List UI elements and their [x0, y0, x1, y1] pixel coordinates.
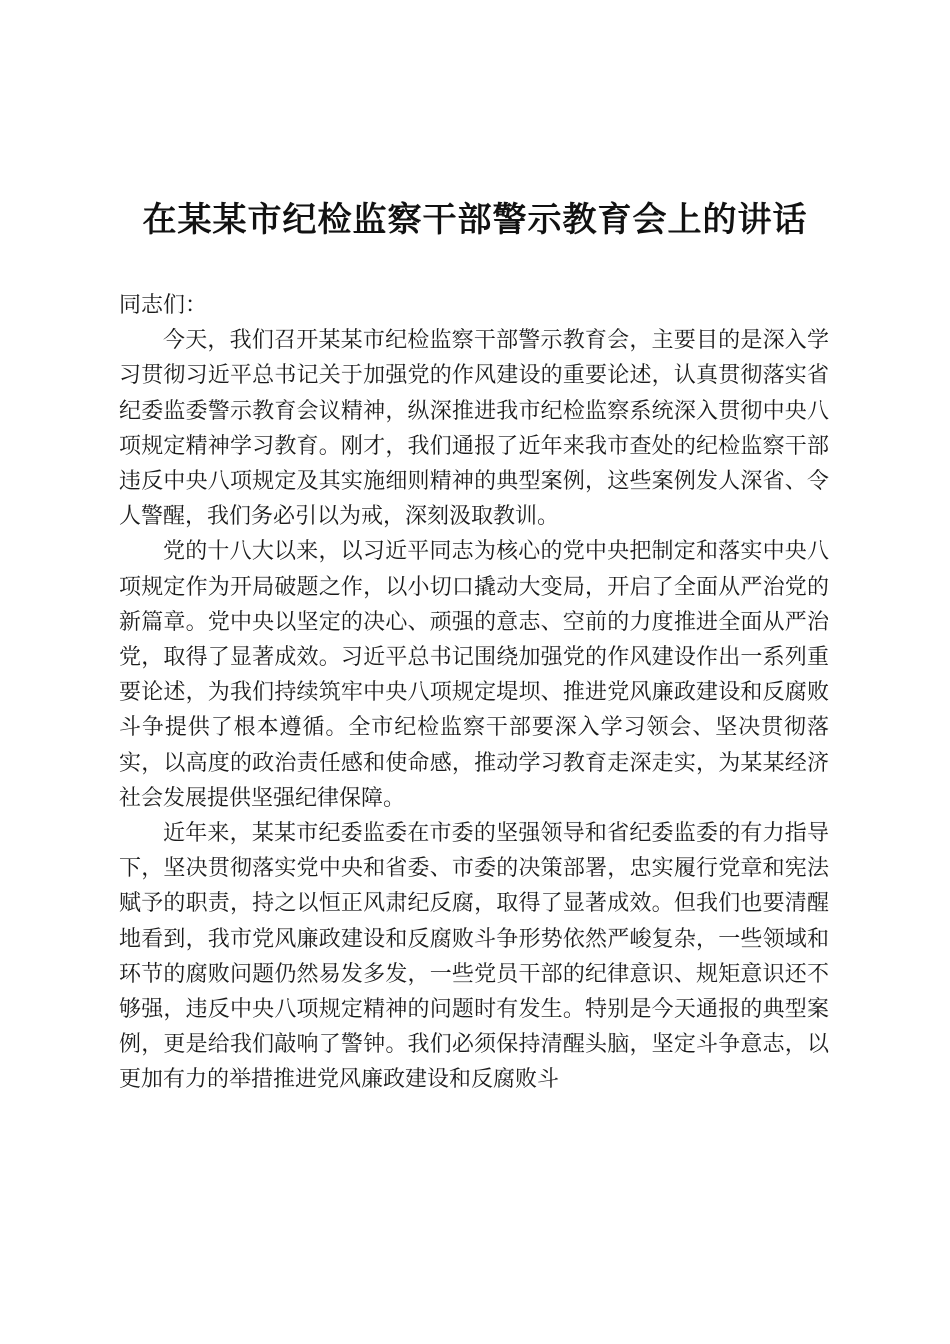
document-title: 在某某市纪检监察干部警示教育会上的讲话	[142, 200, 808, 240]
paragraph-3: 近年来，某某市纪委监委在市委的坚强领导和省纪委监委的有力指导下，坚决贯彻落实党中央和省委、市委的决策部署，忠实履行党章和宪法赋予的职责，持之以恒正风肃纪反腐，取得了显著成效。但我们也要清醒地看到，我市党风廉政建设和反腐败斗争形势依然严峻复杂，一些领域和环节的腐败问题仍然易发多发，一些党员干部的纪律意识、规矩意识还不够强，违反中央八项规定精神的问题时有发生。特别是今天通报的典型案例，更是给我们敲响了警钟。我们必须保持清醒头脑，坚定斗争意志，以更加有力的举措推进党风廉政建设和反腐败斗	[119, 821, 829, 1093]
salutation: 同志们：	[119, 293, 208, 318]
document-body	[119, 288, 829, 1098]
paragraph-1: 今天，我们召开某某市纪检监察干部警示教育会，主要目的是深入学习贯彻习近平总书记关于加强党的作风建设的重要论述，认真贯彻落实省纪委监委警示教育会议精神，纵深推进我市纪检监察系统深入贯彻中央八项规定精神学习教育。刚才，我们通报了近年来我市查处的纪检监察干部违反中央八项规定及其实施细则精神的典型案例，这些案例发人深省、令人警醒，我们务必引以为戒，深刻汲取教训。	[119, 328, 829, 530]
paragraph-2: 党的十八大以来，以习近平同志为核心的党中央把制定和落实中央八项规定作为开局破题之作，以小切口撬动大变局，开启了全面从严治党的新篇章。党中央以坚定的决心、顽强的意志、空前的力度推进全面从严治党，取得了显著成效。习近平总书记围绕加强党的作风建设作出一系列重要论述，为我们持续筑牢中央八项规定堤坝、推进党风廉政建设和反腐败斗争提供了根本遵循。全市纪检监察干部要深入学习领会、坚决贯彻落实，以高度的政治责任感和使命感，推动学习教育走深走实，为某某经济社会发展提供坚强纪律保障。	[119, 539, 829, 811]
